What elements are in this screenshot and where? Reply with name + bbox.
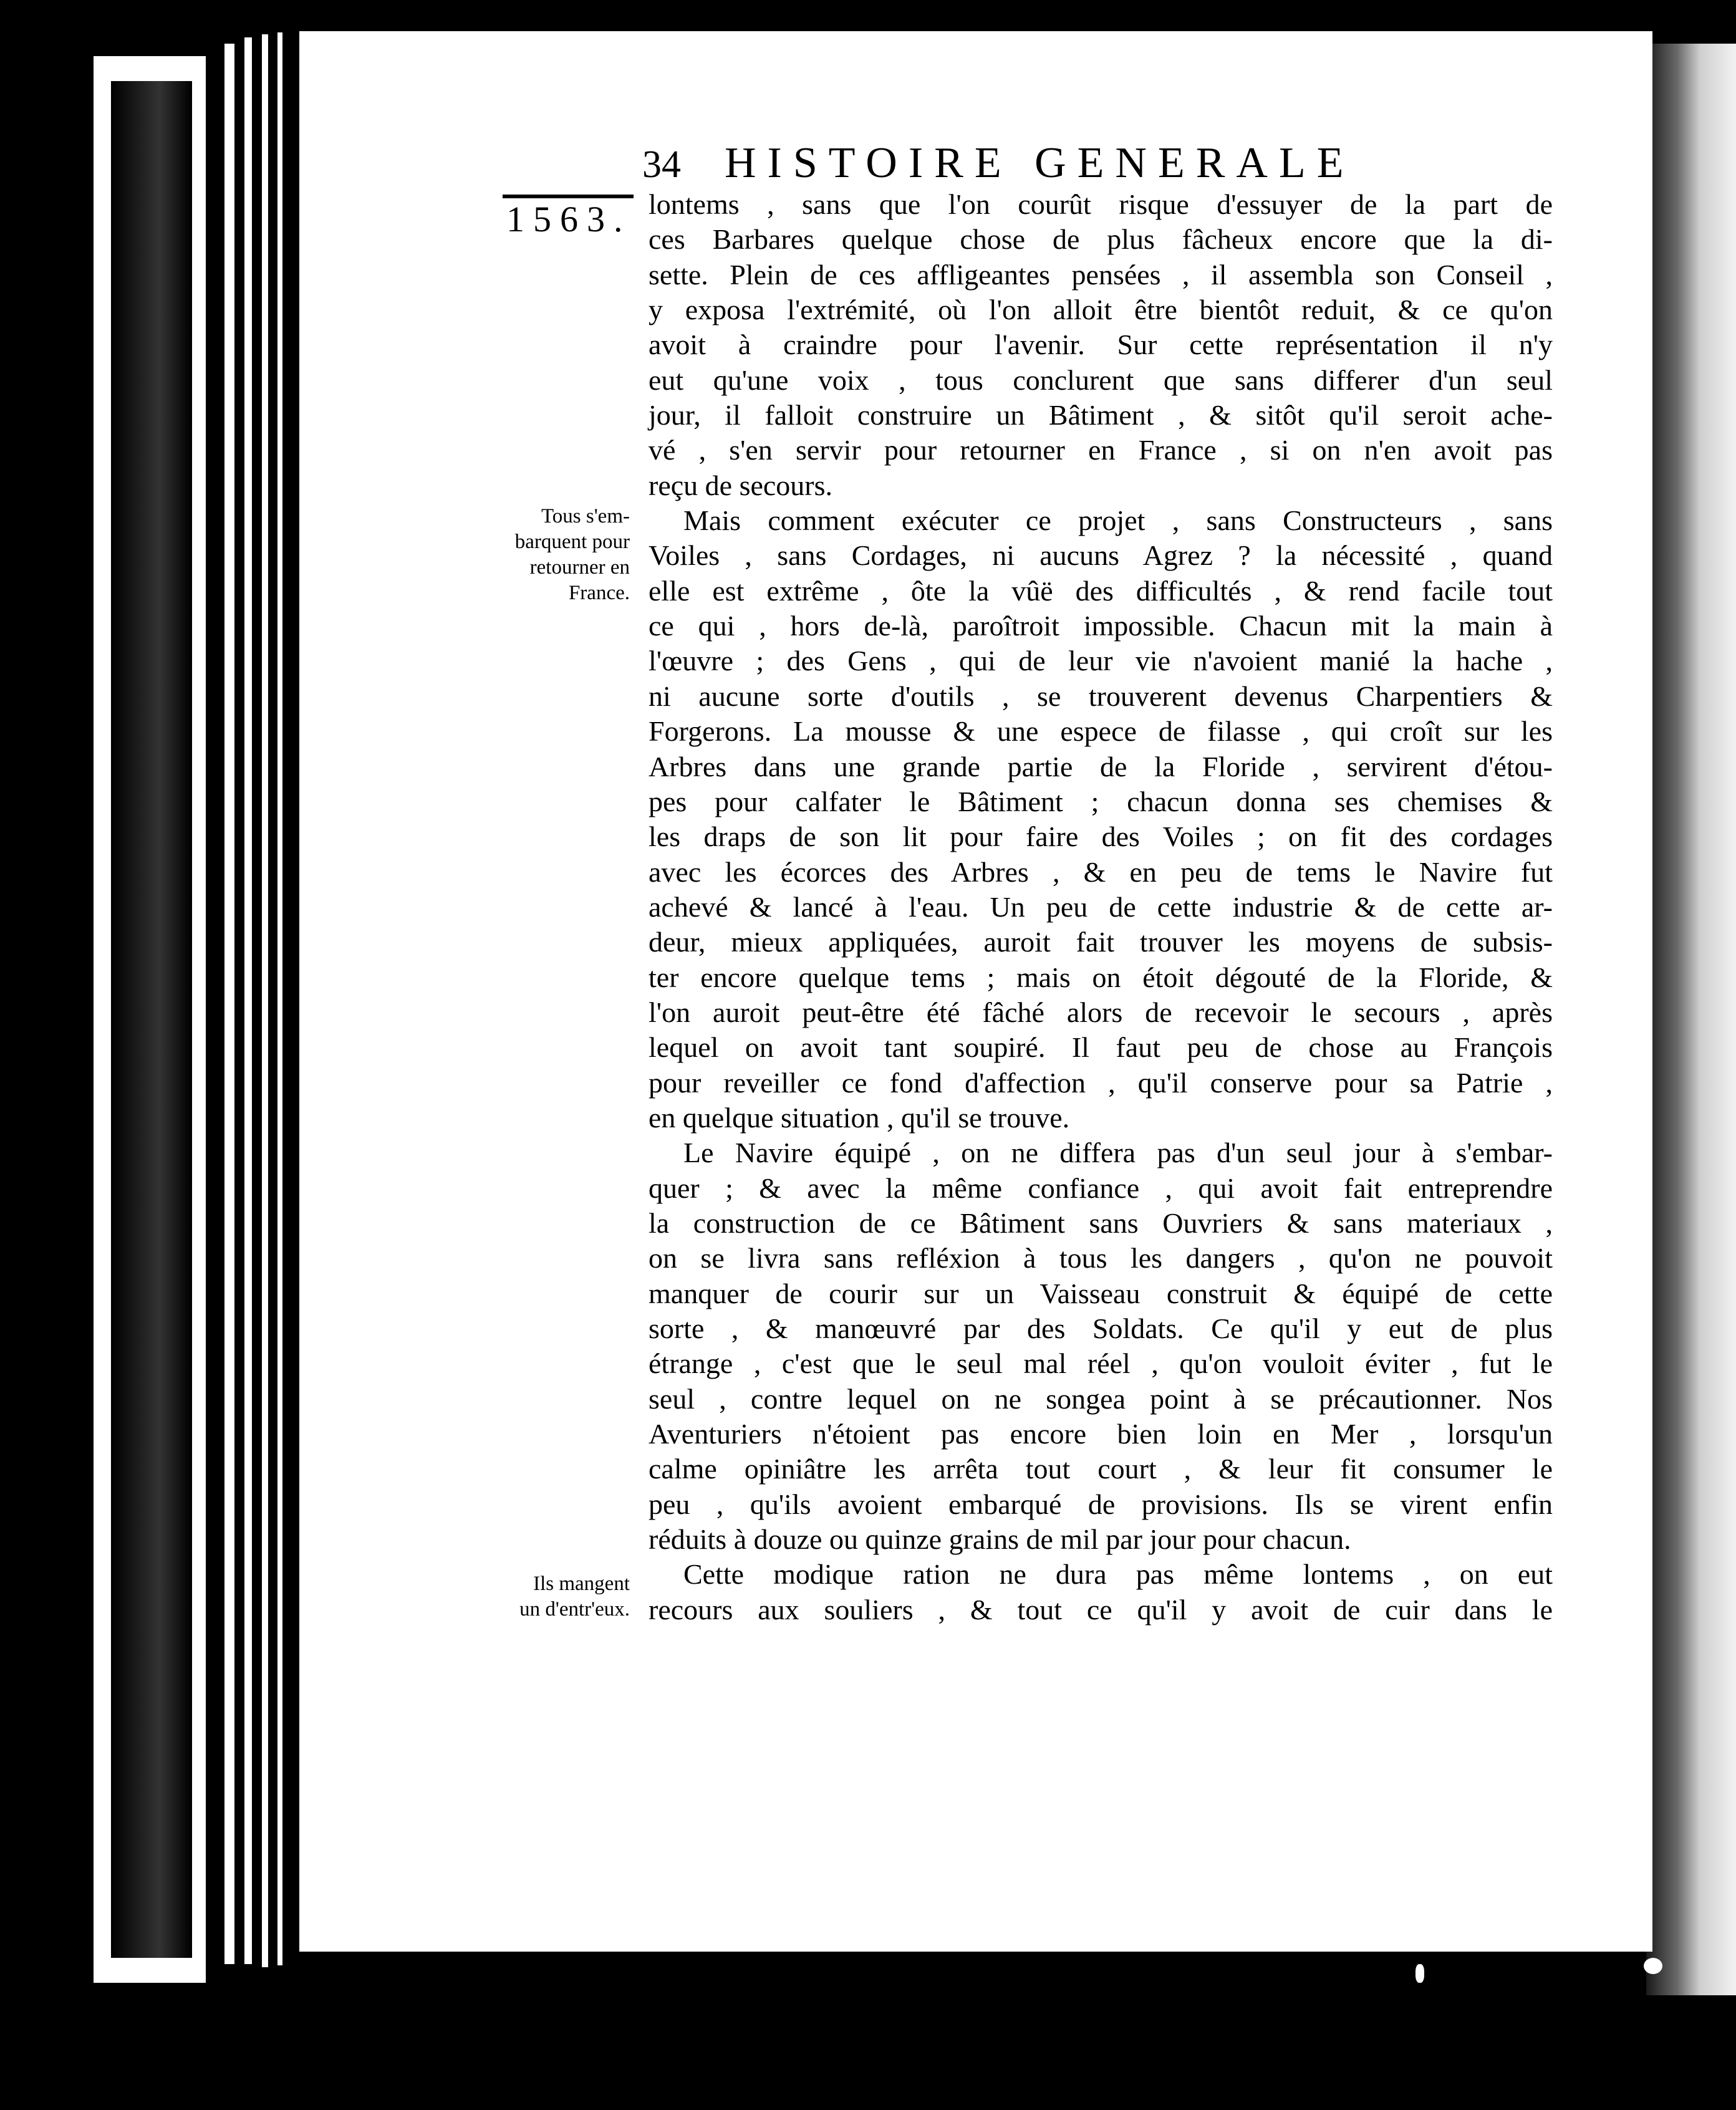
text-line: en quelque situation , qu'il se trouve. bbox=[649, 1101, 1070, 1134]
text-line: Forgerons. La mousse & une espece de filasse , qui croît sur les bbox=[649, 715, 1553, 748]
scan-artifact bbox=[1415, 1964, 1424, 1983]
text-line: réduits à douze ou quinze grains de mil par jour pour chacun. bbox=[649, 1523, 1351, 1556]
page-title: HISTOIRE GENERALE bbox=[725, 139, 1355, 187]
text-line: avec les écorces des Arbres , & en peu de tems le Navire fut bbox=[649, 855, 1553, 888]
text-line: deur, mieux appliquées, auroit fait trouver les moyens de subsis- bbox=[649, 926, 1553, 958]
text-line: Aventuriers n'étoient pas encore bien loin en Mer , lorsqu'un bbox=[649, 1418, 1553, 1450]
text-line: ni aucune sorte d'outils , se trouverent devenus Charpentiers & bbox=[649, 680, 1553, 712]
text-line: Cette modique ration ne dura pas même lontems , on eut bbox=[683, 1558, 1553, 1591]
text-line: les draps de son lit pour faire des Voiles ; on fit des cordages bbox=[649, 821, 1553, 853]
margin-note-line: barquent pour bbox=[514, 531, 630, 553]
book-edge bbox=[244, 37, 252, 1964]
text-line: eut qu'une voix , tous conclurent que sans differer d'un seul bbox=[649, 364, 1553, 396]
book-edge bbox=[224, 44, 234, 1964]
text-line: étrange , c'est que le seul mal réel , qu'on vouloit éviter , fut le bbox=[649, 1347, 1553, 1380]
text-line: la construction de ce Bâtiment sans Ouvriers & sans materiaux , bbox=[649, 1207, 1553, 1239]
margin-note-eat bbox=[486, 1571, 630, 1622]
text-line: jour, il falloit construire un Bâtiment , & sitôt qu'il seroit ache- bbox=[649, 399, 1553, 431]
text-line: y exposa l'extrémité, où l'on alloit être bientôt reduit, & ce qu'on bbox=[649, 294, 1553, 326]
facing-page bbox=[1646, 44, 1736, 1995]
text-line: ter encore quelque tems ; mais on étoit dégouté de la Floride, & bbox=[649, 961, 1553, 993]
text-line: ces Barbares quelque chose de plus fâcheux encore que la di- bbox=[649, 223, 1553, 256]
text-line: Le Navire équipé , on ne differa pas d'un seul jour à s'embar- bbox=[683, 1137, 1553, 1169]
margin-note-line: Tous s'em- bbox=[541, 505, 630, 528]
text-line: reçu de secours. bbox=[649, 469, 833, 501]
book-edge bbox=[262, 34, 268, 1967]
page-number: 34 bbox=[642, 143, 681, 186]
text-line: pour reveiller ce fond d'affection , qu'il conserve pour sa Patrie , bbox=[649, 1066, 1553, 1099]
text-line: seul , contre lequel on ne songea point à se précautionner. Nos bbox=[649, 1382, 1553, 1415]
text-line: l'œuvre ; des Gens , qui de leur vie n'avoient manié la hache , bbox=[649, 645, 1553, 677]
book-edge bbox=[277, 32, 282, 1965]
margin-note-line: France. bbox=[568, 582, 630, 604]
margin-note-line: Ils mangent bbox=[533, 1573, 630, 1595]
margin-note-line: un d'entr'eux. bbox=[519, 1598, 630, 1621]
text-line: achevé & lancé à l'eau. Un peu de cette industrie & de cette ar- bbox=[649, 890, 1553, 923]
margin-note-line: retourner en bbox=[529, 556, 630, 579]
scan-artifact bbox=[1644, 1958, 1662, 1974]
text-line: elle est extrême , ôte la vûë des difficultés , & rend facile tout bbox=[649, 574, 1553, 607]
text-line: Mais comment exécuter ce projet , sans Constructeurs , sans bbox=[683, 504, 1553, 537]
text-line: lontems , sans que l'on courût risque d'essuyer de la part de bbox=[649, 188, 1553, 220]
text-line: ce qui , hors de-là, paroîtroit impossible. Chacun mit la main à bbox=[649, 610, 1553, 642]
margin-year: 1563. bbox=[506, 199, 632, 239]
text-line: calme opiniâtre les arrêta tout court , & leur fit consumer le bbox=[649, 1453, 1553, 1485]
book-edge-shadow bbox=[111, 81, 192, 1958]
text-line: quer ; & avec la même confiance , qui avoit fait entreprendre bbox=[649, 1172, 1553, 1204]
text-line: pes pour calfater le Bâtiment ; chacun donna ses chemises & bbox=[649, 785, 1553, 817]
margin-note-embarkation bbox=[486, 504, 630, 606]
text-line: avoit à craindre pour l'avenir. Sur cette représentation il n'y bbox=[649, 329, 1553, 361]
text-line: Voiles , sans Cordages, ni aucuns Agrez ? la nécessité , quand bbox=[649, 539, 1553, 572]
text-line: lequel on avoit tant soupiré. Il faut peu de chose au François bbox=[649, 1031, 1553, 1064]
text-line: vé , s'en servir pour retourner en France , si on n'en avoit pas bbox=[649, 434, 1553, 466]
text-line: Arbres dans une grande partie de la Floride , servirent d'étou- bbox=[649, 750, 1553, 783]
text-line: peu , qu'ils avoient embarqué de provisions. Ils se virent enfin bbox=[649, 1488, 1553, 1520]
text-line: l'on auroit peut-être été fâché alors de recevoir le secours , après bbox=[649, 996, 1553, 1028]
body-text bbox=[649, 187, 1553, 1627]
text-line: recours aux souliers , & tout ce qu'il y avoit de cuir dans le bbox=[649, 1593, 1553, 1626]
text-line: sorte , & manœuvré par des Soldats. Ce qu'il y eut de plus bbox=[649, 1313, 1553, 1344]
text-line: on se livra sans refléxion à tous les dangers , qu'on ne pouvoit bbox=[649, 1242, 1553, 1274]
text-line: manquer de courir sur un Vaisseau construit & équipé de cette bbox=[649, 1277, 1553, 1309]
text-line: sette. Plein de ces affligeantes pensées , il assembla son Conseil , bbox=[649, 258, 1553, 291]
